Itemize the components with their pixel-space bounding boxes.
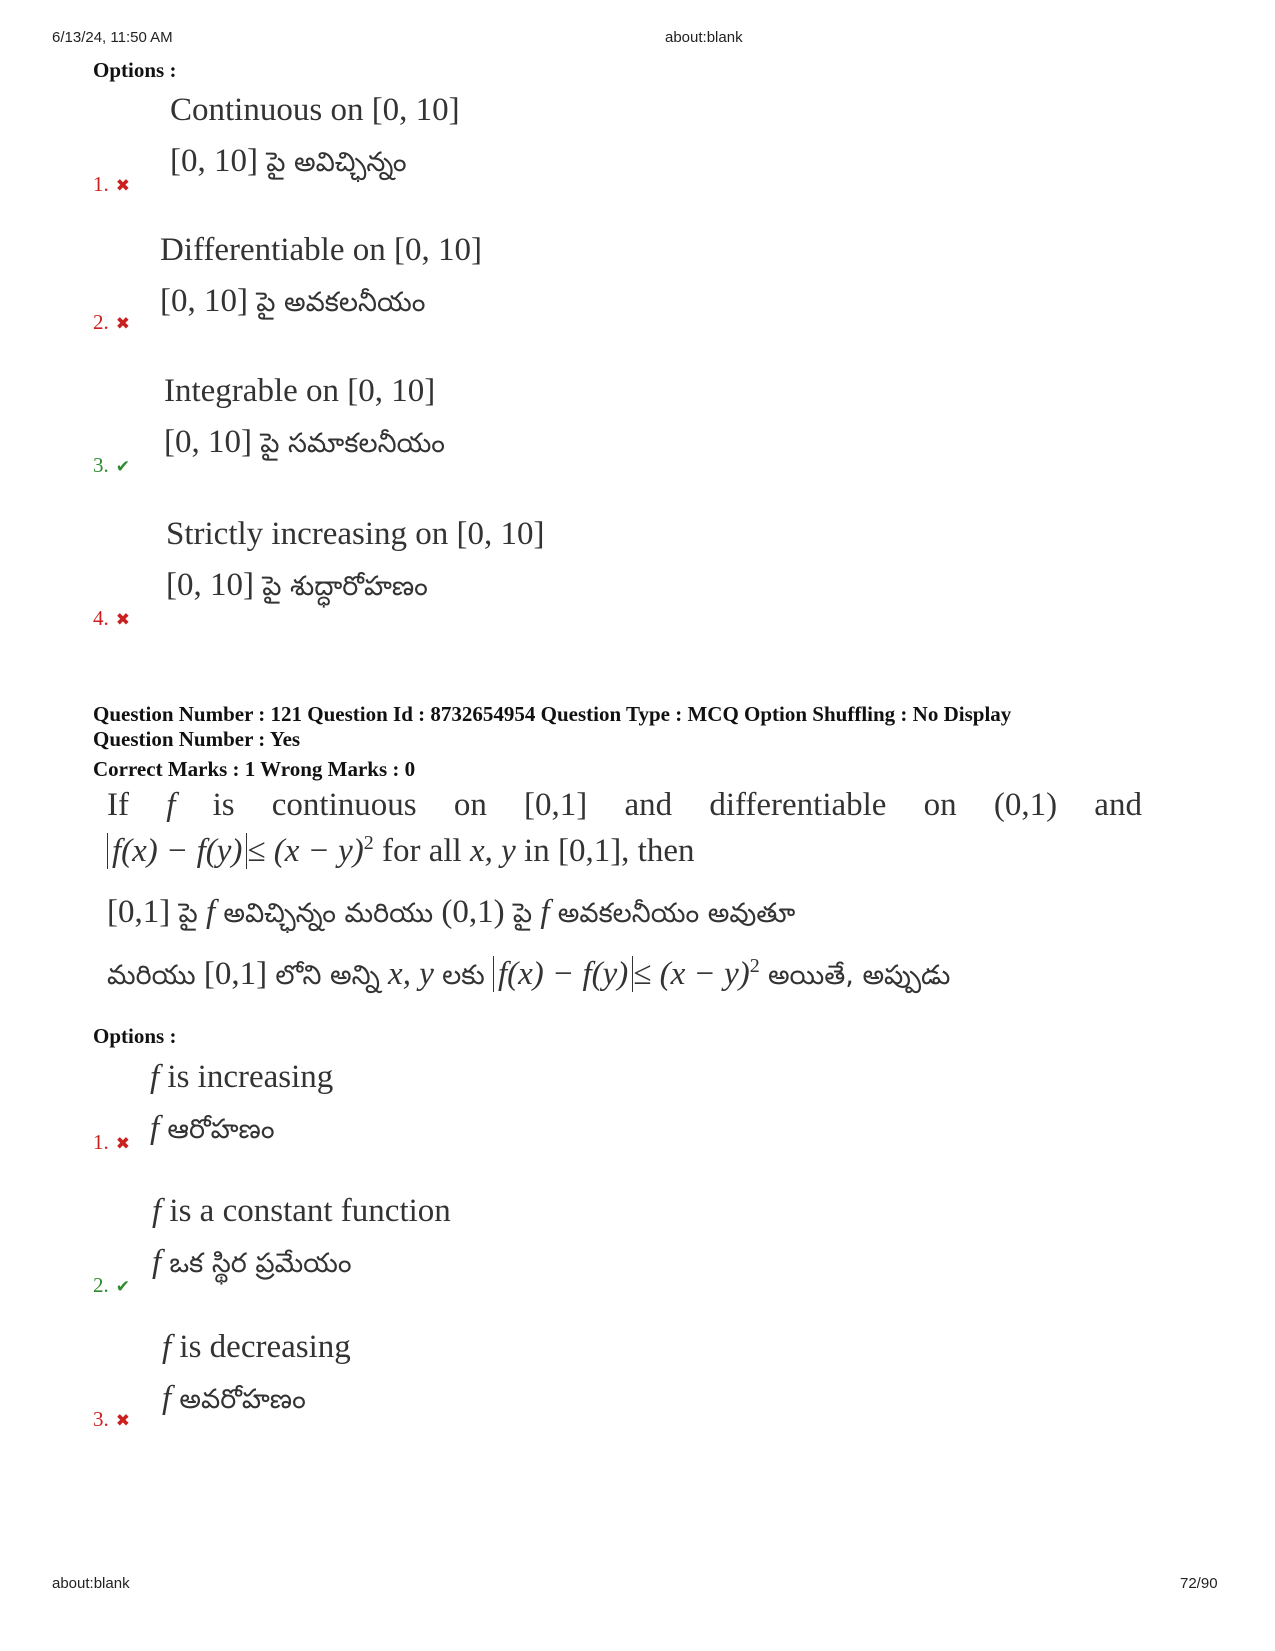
print-datetime: 6/13/24, 11:50 AM [52, 29, 173, 46]
question-te-line-1: [0,1] పై f అవిచ్ఛిన్నం మరియు (0,1) పై f అవకలనీయం అవుతూ [107, 894, 796, 930]
option-1-en: f is increasing [150, 1059, 334, 1095]
prev-option-2-en: Differentiable on [0, 10] [160, 232, 482, 268]
prev-option-2-te: [0, 10] పై అవకలనీయం [160, 283, 426, 319]
prev-option-3-te: [0, 10] పై సమాకలనీయం [164, 424, 445, 460]
wrong-mark-icon: ✖ [115, 176, 130, 195]
question-meta-line-1: Question Number : 121 Question Id : 8732654954 Question Type : MCQ Option Shuffling : No Display [93, 702, 1012, 726]
prev-option-4-te: [0, 10] పై శుద్ధారోహణం [166, 567, 428, 603]
prev-option-2-number: 2. ✖ [93, 310, 130, 334]
prev-option-4-number: 4. ✖ [93, 606, 130, 630]
correct-check-icon: ✔ [115, 457, 130, 476]
option-3-te: f అవరోహణం [162, 1380, 306, 1416]
options-label-q121: Options : [93, 1024, 177, 1048]
option-2-te: f ఒక స్థిర ప్రమేయం [152, 1244, 352, 1280]
question-marks: Correct Marks : 1 Wrong Marks : 0 [93, 757, 416, 781]
prev-option-1-en: Continuous on [0, 10] [170, 92, 460, 128]
print-footer-url: about:blank [52, 1575, 130, 1592]
correct-check-icon: ✔ [115, 1277, 130, 1296]
prev-option-1-number: 1. ✖ [93, 172, 130, 196]
prev-option-3-number: 3. ✔ [93, 453, 130, 477]
wrong-mark-icon: ✖ [115, 1411, 130, 1430]
option-2-en: f is a constant function [152, 1193, 451, 1229]
page-number: 72/90 [1180, 1575, 1218, 1592]
prev-option-3-en: Integrable on [0, 10] [164, 373, 436, 409]
wrong-mark-icon: ✖ [115, 1134, 130, 1153]
question-te-line-2: మరియు [0,1] లోని అన్ని x, y లకు $f(x) - f(y) \le (x - y)^2$ అయితే, అప్పుడు [107, 955, 951, 992]
print-title: about:blank [665, 29, 743, 46]
option-1-te: f ఆరోహణం [150, 1110, 275, 1146]
option-3-en: f is decreasing [162, 1329, 351, 1365]
option-2-number: 2. ✔ [93, 1273, 130, 1297]
options-label: Options : [93, 58, 177, 82]
wrong-mark-icon: ✖ [115, 314, 130, 333]
prev-option-1-te: [0, 10] పై అవిచ్ఛిన్నం [170, 143, 407, 179]
option-1-number: 1. ✖ [93, 1130, 130, 1154]
wrong-mark-icon: ✖ [115, 610, 130, 629]
question-en-line-2: $f(x) - f(y) \le (x - y)^2$ for all x, y in [0,1], then [107, 832, 695, 870]
question-en-line-1: If f is continuous on [0,1] and differentiable on (0,1) and [107, 787, 1142, 823]
option-3-number: 3. ✖ [93, 1407, 130, 1431]
prev-option-4-en: Strictly increasing on [0, 10] [166, 516, 545, 552]
question-meta-line-2: Question Number : Yes [93, 727, 301, 751]
